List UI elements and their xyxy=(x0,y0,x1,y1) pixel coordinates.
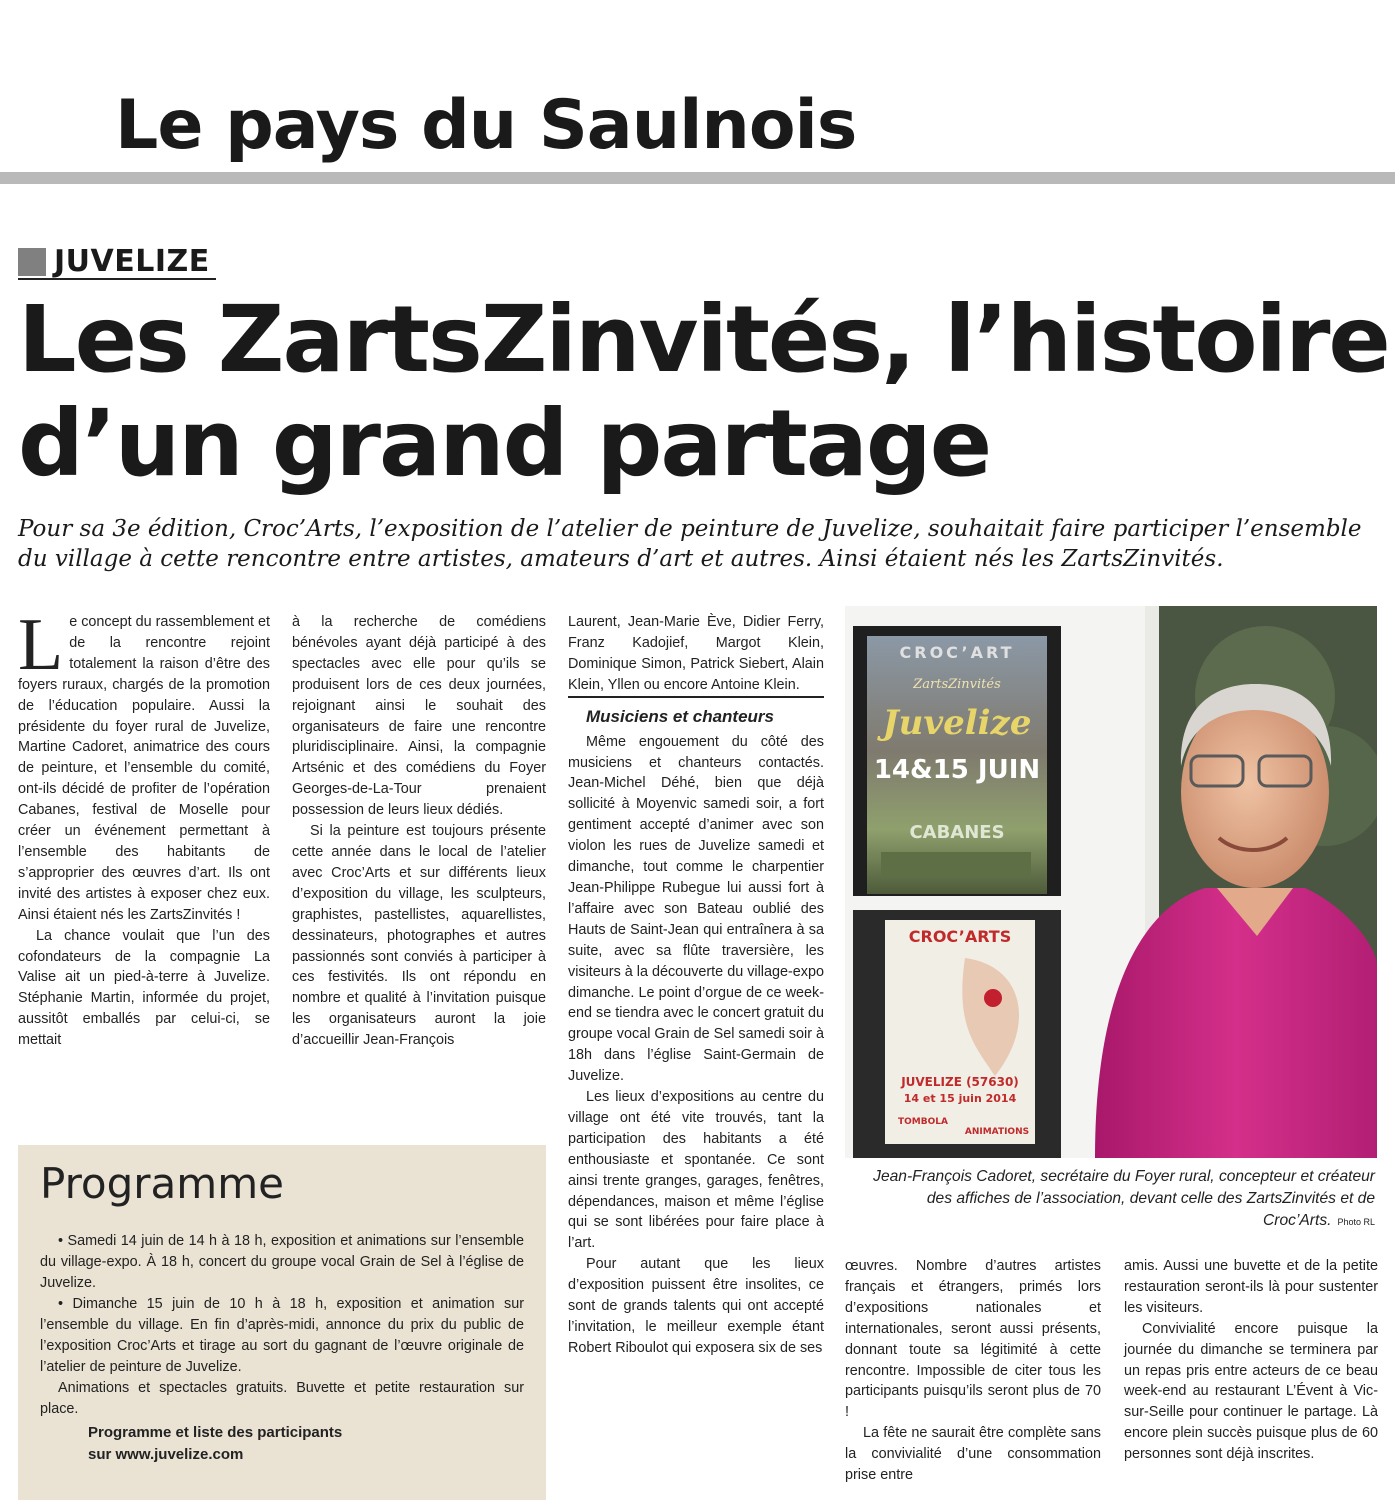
programme-body xyxy=(40,1231,524,1466)
article-text: e concept du rassemblement et de la rencontre rejoint totalement la raison d’être des foyers ruraux, chargés de la promotion de l’éducation populaire. Aussi la présidente du foyer rural de Juvelize, Martine Cadoret, animatrice des cours de peinture, et l’ensemble du comité, ont-ils décidé de profiter de l’opération Cabanes, festival de Moselle pour créer un événement permettant à l’ensemble des habitants de s’approprier des œuvres d’art. Ils ont invité des artistes à exposer chez eux. Ainsi étaient nés les ZartsZinvités ! xyxy=(18,614,270,923)
poster1-footer: CABANES xyxy=(909,822,1005,843)
poster2-tombola: TOMBOLA xyxy=(898,1117,948,1127)
poster1-title: CROC’ART xyxy=(899,643,1015,662)
section-rule xyxy=(0,172,1395,184)
article-paragraph: à la recherche de comédiens bénévoles ayant déjà participé à des spectacles avec elle pour qu’ils se produisent lors de ces deux journées, rejoignant ainsi le souhait des organisateurs de faire une rencontre pluridisciplinaire. Ainsi, la compagnie Artsénic et des comédiens du Foyer Georges-de-La-Tour prenaient possession de leurs lieux dédiés. xyxy=(292,614,546,819)
article-photo xyxy=(845,606,1377,1158)
kicker-square-icon xyxy=(18,248,46,276)
programme-item: Animations et spectacles gratuits. Buvette et petite restauration sur place. xyxy=(40,1380,524,1417)
article-paragraph: amis. Aussi une buvette et de la petite restauration seront-ils là pour sustenter les visiteurs. xyxy=(1124,1258,1378,1316)
programme-item: • Samedi 14 juin de 14 h à 18 h, exposition et animations sur l’ensemble du village-expo. À 18 h, concert du groupe vocal Grain de Sel à l’église de Juvelize. xyxy=(40,1233,524,1291)
article-paragraph: Les lieux d’expositions au centre du village ont été vite trouvés, tant la participation des habitants a été enthousiaste et spontanée. Ce sont ainsi trente granges, garages, fenêtres, dépendances, maison et même l’église qui se sont libérées pour faire place à l’art. xyxy=(568,1089,824,1252)
standfirst: Pour sa 3e édition, Croc’Arts, l’exposition de l’atelier de peinture de Juvelize, souhaitait faire participer l’ensemble du village à cette rencontre entre artistes, amateurs d’art et autres. Ainsi étaient nés les ZartsZinvités. xyxy=(18,516,1362,572)
photo-caption xyxy=(845,1166,1375,1233)
section-title: Le pays du Saulnois xyxy=(115,86,857,165)
article-paragraph: Convivialité encore puisque la journée du dimanche se terminera par un repas pris entre acteurs de ce beau week-end au restaurant L’Évent à Vic-sur-Seille pour continuer le partage. Là encore plein succès puisque plus de 60 personnes sont déjà inscrites. xyxy=(1124,1320,1378,1463)
article-paragraph: Pour autant que les lieux d’exposition puissent être insolites, ce sont de grands talents qui ont accepté l’invitation, le meilleur exemple étant Robert Riboulot qui exposera six de ses xyxy=(568,1256,824,1356)
poster2-town: JUVELIZE (57630) xyxy=(901,1075,1019,1089)
article-column-1 xyxy=(18,604,270,1051)
article-paragraph: Si la peinture est toujours présente cette année dans le local de l’atelier avec Croc’Arts et sur différents lieux d’exposition du village, les sculpteurs, graphistes, pastellistes, aquarellistes, dessinateurs, photographes et autres passionnés sont conviés à participer à ces festivités. Ils ont répondu en nombre et qualité à l’invitation puisque les organisateurs auront la joie d’accueillir Jean-François xyxy=(292,823,546,1049)
article-paragraph: La fête ne saurait être complète sans la convivialité d’une consommation prise entre xyxy=(845,1425,1101,1484)
article-paragraph: œuvres. Nombre d’autres artistes français et étrangers, primés lors d’expositions nationales et internationales, seront aussi présents, donnant toute sa légitimité à cette rencontre. Impossible de citer tous les participants puisqu’ils seront plus de 70 ! xyxy=(845,1258,1101,1421)
poster1-town: Juvelize xyxy=(882,703,1032,743)
subhead-musiciens: Musiciens et chanteurs xyxy=(568,696,824,732)
article-column-3 xyxy=(568,612,824,1359)
programme-link-line-1: Programme et liste des participants xyxy=(88,1424,343,1441)
poster2-animations: ANIMATIONS xyxy=(964,1127,1030,1137)
programme-item: • Dimanche 15 juin de 10 h à 18 h, exposition et animation sur l’ensemble du village. En fin d’après-midi, annonce du prix du public de l’exposition Croc’Arts et tirage au sort du gagnant de l’œuvre originale de l’atelier de peinture de Juvelize. xyxy=(40,1296,524,1375)
dropcap: L xyxy=(18,604,64,686)
headline xyxy=(18,288,1388,496)
article-column-4 xyxy=(845,1256,1101,1486)
programme-title: Programme xyxy=(40,1159,284,1208)
article-column-2 xyxy=(292,612,546,1051)
caption-text: Jean-François Cadoret, secrétaire du Foyer rural, concepteur et créateur des affiches de l’association, devant celle des ZartsZinvités et de Croc’Arts. xyxy=(873,1168,1375,1229)
article-paragraph: La chance voulait que l’un des cofondateurs de la compagnie La Valise ait un pied-à-terre à Juvelize. Stéphanie Martin, informée du projet, aussitôt emballés par celui-ci, se mettait xyxy=(18,927,270,1049)
article-paragraph xyxy=(18,604,270,926)
kicker-label: JUVELIZE xyxy=(54,244,210,279)
programme-link-line-2[interactable]: sur www.juvelize.com xyxy=(88,1446,244,1463)
article-paragraph: Même engouement du côté des musiciens et chanteurs contactés. Jean-Michel Déhé, bien que déjà sollicité à Moyenvic samedi soir, a fort gentiment accepté d’animer avec son violon les rues de Juvelize samedi et dimanche, tout comme le charpentier Jean-Philippe Rubegue lui aussi fort à l’affaire avec son Bateau oublié des Hauts de Saint-Jean qui entraînera à sa suite, avec sa flûte traversière, les visiteurs à la découverte du village-expo dimanche. Le point d’orgue de ce week-end se tiendra avec le concert gratuit du groupe vocal Grain de Sel samedi soir à 18h dans l’église Saint-Germain de Juvelize. xyxy=(568,733,824,1085)
poster-zartszinvites xyxy=(867,636,1047,894)
poster2-title: CROC’ARTS xyxy=(908,927,1012,946)
kicker xyxy=(18,244,216,280)
poster2-dates: 14 et 15 juin 2014 xyxy=(903,1092,1017,1105)
article-paragraph: Laurent, Jean-Marie Ève, Didier Ferry, Franz Kadojief, Margot Klein, Dominique Simon, Patrick Siebert, Alain Klein, Yllen ou encore Antoine Klein. xyxy=(568,614,824,693)
photo-credit: Photo RL xyxy=(1337,1217,1375,1227)
article-column-5 xyxy=(1124,1256,1378,1465)
headline-line-1: Les ZartsZinvités, l’histoire xyxy=(18,286,1389,393)
poster-crocarts xyxy=(885,920,1035,1144)
poster1-dates: 14&15 JUIN xyxy=(873,755,1041,785)
poster1-subtitle: ZartsZinvités xyxy=(913,677,1001,692)
headline-line-2: d’un grand partage xyxy=(18,390,991,497)
programme-box xyxy=(18,1145,546,1500)
